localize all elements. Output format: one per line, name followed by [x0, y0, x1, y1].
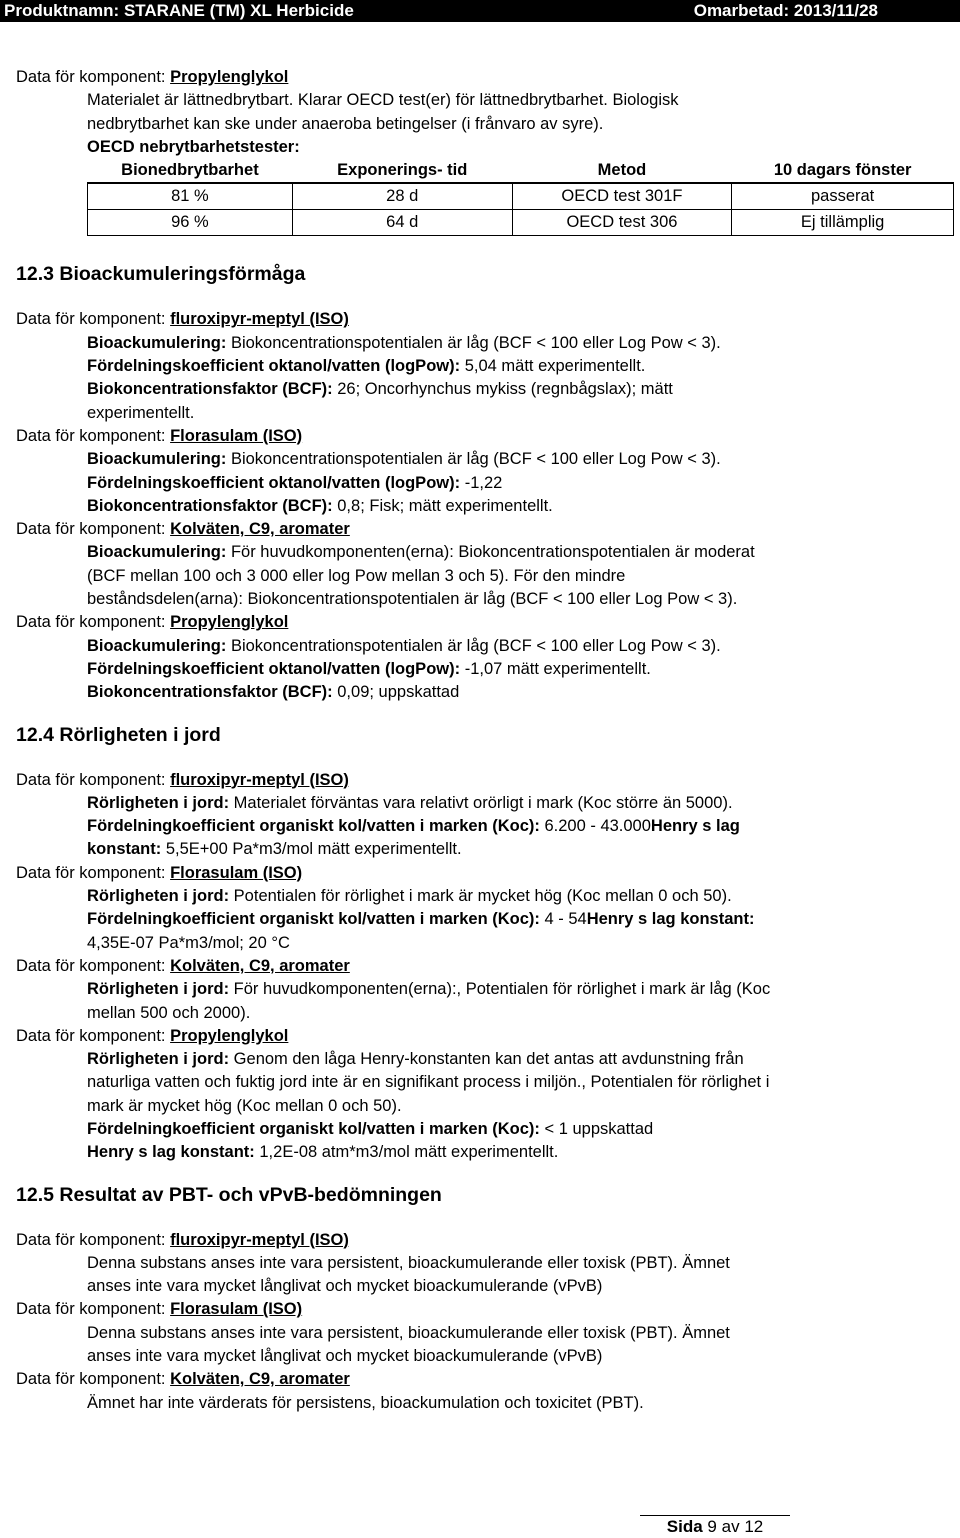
- assessment-text: Denna substans anses inte vara persistent, bioackumulerande eller toxisk (PBT). Ämnet: [87, 1253, 730, 1272]
- component-heading: Data för komponent: Kolväten, C9, aromater: [16, 956, 350, 975]
- table-header: Metod: [512, 159, 732, 183]
- property-line-cont: mellan 500 och 2000).: [87, 1003, 251, 1022]
- property-line: Fördelningskoefficient oktanol/vatten (logPow): -1,22: [87, 473, 503, 492]
- oecd-table: [87, 159, 954, 236]
- property-line-cont: experimentellt.: [87, 403, 195, 422]
- component-heading: Data för komponent: Kolväten, C9, aromater: [16, 520, 350, 539]
- property-line: Biokoncentrationsfaktor (BCF): 26; Oncorhynchus mykiss (regnbågslax); mätt: [87, 380, 673, 399]
- table-cell: 81 %: [88, 183, 293, 210]
- page-number: 9: [707, 1517, 717, 1536]
- product-name: Produktnamn: STARANE (TM) XL Herbicide: [4, 1, 354, 20]
- section-title-12-3: 12.3 Bioackumuleringsförmåga: [16, 263, 306, 286]
- property-line: Bioackumulering: För huvudkomponenten(erna): Biokoncentrationspotentialen är moderat: [87, 543, 755, 562]
- page-label: Sida: [666, 1517, 703, 1536]
- component-heading: Data för komponent: Kolväten, C9, aromater: [16, 1370, 350, 1389]
- property-line: Fördelningkoefficient organiskt kol/vatten i marken (Koc): 4 - 54Henry s lag konstant:: [87, 910, 755, 929]
- component-name: Kolväten, C9, aromater: [170, 520, 350, 539]
- document-body: [16, 66, 946, 1415]
- component-name: Propylenglykol: [170, 613, 289, 632]
- section-title-12-4: 12.4 Rörligheten i jord: [16, 723, 221, 746]
- component-name: Propylenglykol: [170, 68, 289, 86]
- assessment-text: Ämnet har inte värderats för persistens, bioackumulation och toxicitet (PBT).: [87, 1393, 644, 1412]
- component-heading: Data för komponent: fluroxipyr-meptyl (ISO): [16, 1230, 349, 1249]
- component-name: Florasulam (ISO): [170, 426, 303, 445]
- page-header: [0, 0, 960, 22]
- property-line: Henry s lag konstant: 1,2E-08 atm*m3/mol mätt experimentellt.: [87, 1143, 559, 1162]
- property-line-cont: naturliga vatten och fuktig jord inte är en signifikant process i miljön., Potentialen för rörlighet i: [87, 1073, 770, 1092]
- degradation-text: Materialet är lättnedbrytbart. Klarar OECD test(er) för lättnedbrytbarhet. Biologisk: [87, 91, 679, 110]
- table-row: [88, 183, 954, 210]
- component-name: fluroxipyr-meptyl (ISO): [170, 1230, 349, 1249]
- property-line-cont: mark är mycket hög (Koc mellan 0 och 50).: [87, 1096, 402, 1115]
- component-heading: Data för komponent: Florasulam (ISO): [16, 426, 303, 445]
- property-line: Rörligheten i jord: Materialet förväntas vara relativt orörligt i mark (Koc större än 5000).: [87, 793, 733, 812]
- property-line: Fördelningkoefficient organiskt kol/vatten i marken (Koc): < 1 uppskattad: [87, 1119, 654, 1138]
- property-line: Rörligheten i jord: Potentialen för rörlighet i mark är mycket hög (Koc mellan 0 och 50).: [87, 887, 732, 906]
- table-cell: OECD test 306: [512, 210, 732, 236]
- component-heading: Data för komponent: fluroxipyr-meptyl (ISO): [16, 310, 349, 329]
- component-name: Florasulam (ISO): [170, 863, 303, 882]
- component-heading: Data för komponent: Propylenglykol: [16, 1026, 289, 1045]
- property-line: Biokoncentrationsfaktor (BCF): 0,8; Fisk; mätt experimentellt.: [87, 496, 553, 515]
- table-row: [88, 210, 954, 236]
- property-line: Bioackumulering: Biokoncentrationspotentialen är låg (BCF < 100 eller Log Pow < 3).: [87, 450, 721, 469]
- property-line: Fördelningskoefficient oktanol/vatten (logPow): 5,04 mätt experimentellt.: [87, 357, 646, 376]
- property-line-cont: 4,35E-07 Pa*m3/mol; 20 °C: [87, 933, 290, 952]
- component-name: Florasulam (ISO): [170, 1300, 303, 1319]
- section-title-12-5: 12.5 Resultat av PBT- och vPvB-bedömningen: [16, 1183, 442, 1206]
- page-total: 12: [744, 1517, 764, 1536]
- property-line-cont: beståndsdelen(arna): Biokoncentrationspotentialen är låg (BCF < 100 eller Log Pow < 3).: [87, 590, 738, 609]
- assessment-text: anses inte vara mycket långlivat och mycket bioackumulerande (vPvB): [87, 1347, 603, 1366]
- component-heading: Data för komponent: Florasulam (ISO): [16, 1300, 303, 1319]
- assessment-text: Denna substans anses inte vara persistent, bioackumulerande eller toxisk (PBT). Ämnet: [87, 1323, 730, 1342]
- component-name: fluroxipyr-meptyl (ISO): [170, 310, 349, 329]
- table-header: Exponerings- tid: [292, 159, 512, 183]
- oecd-tests-title: OECD nebrytbarhetstester:: [87, 137, 300, 156]
- table-cell: 64 d: [292, 210, 512, 236]
- table-cell: passerat: [732, 183, 954, 210]
- revision-date: Omarbetad: 2013/11/28: [693, 1, 878, 20]
- page-footer: [640, 1515, 790, 1538]
- table-header: Bionedbrytbarhet: [88, 159, 293, 183]
- component-heading: Data för komponent: Propylenglykol: [16, 68, 289, 86]
- property-line: Rörligheten i jord: För huvudkomponenten(erna):, Potentialen för rörlighet i mark är låg (Koc: [87, 980, 771, 999]
- component-heading: Data för komponent: fluroxipyr-meptyl (ISO): [16, 770, 349, 789]
- table-cell: Ej tillämplig: [732, 210, 954, 236]
- property-line-cont: (BCF mellan 100 och 3 000 eller log Pow mellan 3 och 5). För den mindre: [87, 566, 626, 585]
- page-of-label: av: [721, 1517, 740, 1536]
- property-line: Biokoncentrationsfaktor (BCF): 0,09; uppskattad: [87, 683, 460, 702]
- table-cell: 96 %: [88, 210, 293, 236]
- table-cell: OECD test 301F: [512, 183, 732, 210]
- property-line: Bioackumulering: Biokoncentrationspotentialen är låg (BCF < 100 eller Log Pow < 3).: [87, 636, 721, 655]
- component-name: Kolväten, C9, aromater: [170, 1370, 350, 1389]
- component-heading: Data för komponent: Florasulam (ISO): [16, 863, 303, 882]
- component-heading: Data för komponent: Propylenglykol: [16, 613, 289, 632]
- component-name: fluroxipyr-meptyl (ISO): [170, 770, 349, 789]
- property-line: Bioackumulering: Biokoncentrationspotentialen är låg (BCF < 100 eller Log Pow < 3).: [87, 333, 721, 352]
- property-line: konstant: 5,5E+00 Pa*m3/mol mätt experimentellt.: [87, 840, 462, 859]
- assessment-text: anses inte vara mycket långlivat och mycket bioackumulerande (vPvB): [87, 1277, 603, 1296]
- component-name: Propylenglykol: [170, 1026, 289, 1045]
- table-cell: 28 d: [292, 183, 512, 210]
- property-line: Fördelningskoefficient oktanol/vatten (logPow): -1,07 mätt experimentellt.: [87, 659, 651, 678]
- table-header-row: [88, 159, 954, 183]
- property-line: Rörligheten i jord: Genom den låga Henry-konstanten kan det antas att avdunstning från: [87, 1050, 744, 1069]
- table-header: 10 dagars fönster: [732, 159, 954, 183]
- property-line: Fördelningkoefficient organiskt kol/vatten i marken (Koc): 6.200 - 43.000Henry s lag: [87, 817, 740, 836]
- degradation-text: nedbrytbarhet kan ske under anaeroba betingelser (i frånvaro av syre).: [87, 114, 604, 133]
- component-name: Kolväten, C9, aromater: [170, 956, 350, 975]
